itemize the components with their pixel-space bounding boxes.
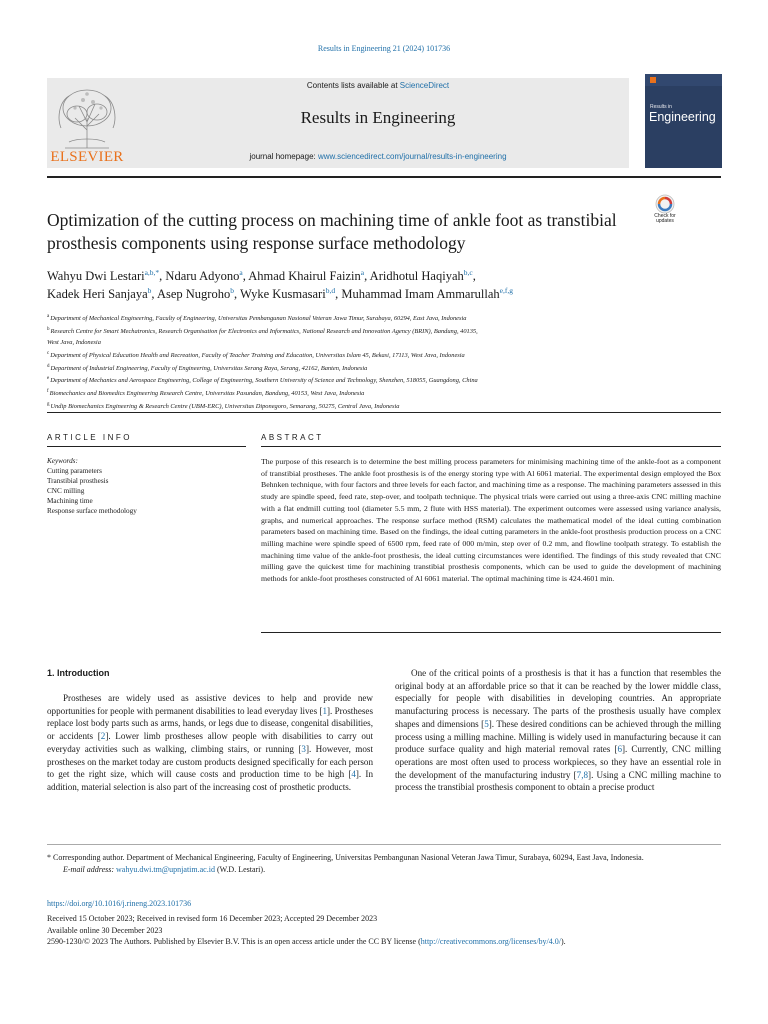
author-name[interactable]: Ahmad Khairul Faizin	[248, 269, 361, 283]
affiliation-text: Department of Mechanics and Aerospace Engineering, College of Engineering, Southern University of Science and Technology, Shenzhen, 518055, Guangdong, China	[50, 377, 478, 385]
author-affiliation-marker[interactable]: b	[230, 285, 234, 295]
introduction-heading: 1. Introduction	[47, 668, 110, 678]
elsevier-wordmark: ELSEVIER	[50, 149, 124, 165]
body-text: ]. These desired conditions can be achieved through the milling process using a milling machine. Milling is widely used in manufacturing because it can produce surface quality and high material removal rates [	[395, 718, 721, 755]
abstract-text: The purpose of this research is to determine the best milling process parameters for minimising machining time of the ankle-foot as a component of transtibial prostheses. The ankle foot prosthesis is of the energy storing type with Al 6061 material. The experimental design employed the Box Behnken technique, with four factors and three levels for each factor, and machining time as a response. The machining parameters assessed in this study are spindle speed, feed rate, step-over, and toolpath technique. The physical trials were carried out using a three-axis CNC milling machine with a flat endmill cutting tool (diameter 5.5 mm, 2 flute with HSS material). The experiment outcomes were assessed using variance analysis, graphs, and numerical approaches. The response surface method (RSM) calculates the mathematical model of the ideal cutting combination parameters based on machining time. Based on the findings, the ideal cutting parameters in the ankle-foot prosthesis production process on a CNC milling machine were spindle speed of 6500 rpm, feed rate of 000 m/min, step over of 0.2 mm, and flowline toolpath strategy. To establish the machining time value of the ankle-foot prosthesis, the ideal cutting circumstances were identified. The findings of this study revealed that CNC milling gave the quickest time for machining transtibial prosthesis components, which can be used to guide the development of machining methods for ankle-foot prostheses constructed of Al 6061 material. The optimal machining time is 424.4601 min.	[261, 457, 721, 584]
doi-link[interactable]: https://doi.org/10.1016/j.rineng.2023.101736	[47, 899, 192, 908]
author-name[interactable]: Asep Nugroho	[156, 287, 231, 301]
author-affiliation-marker[interactable]: b,c	[463, 267, 473, 277]
homepage-link[interactable]: www.sciencedirect.com/journal/results-in-engineering	[317, 152, 507, 161]
affiliation-text: West Java, Indonesia	[47, 338, 101, 346]
author-name[interactable]: Wyke Kusmasari	[240, 287, 326, 301]
affiliation-item	[47, 387, 687, 400]
author-affiliation-marker[interactable]: a	[239, 267, 243, 277]
abstract-heading: ABSTRACT	[261, 433, 324, 442]
affiliation-text: Biomechanics and Biomedics Engineering Research Centre, Universitas Pasundan, Bandung, 40153, West Java, Indonesia	[49, 390, 365, 398]
available-online: Available online 30 December 2023	[47, 925, 163, 935]
body-text: ]. Prostheses replace lost body parts such as arms, hands, or legs due to disease, congenital disabilities, or accidents [	[47, 705, 373, 742]
author-list: Wahyu Dwi Lestari$^{a,b,*}$, Ndaru Adyono$^a$, Ahmad Khairul Faizin$^a$, Aridhotul Haqiyah$^{b,c}$, Kadek Heri Sanjaya$^b$, Asep Nugroho$^b$, Wyke Kusmasari$^{b,d}$, Muhammad Imam Ammarullah$^{e,f,g}$	[47, 267, 513, 301]
body-text: One of the critical points of a prosthesis is that it has a function that resembles the original body at an affordable price so that it can be reached by the lower middle class, especially for people with disabilities in developing countries. An appropriate manufacturing process is necessary. The parts of the prosthesis usually have complex shapes and dimensions [	[395, 668, 721, 729]
body-text: ]. In addition, material selection is also part of the increasing cost of prosthetic products.	[47, 769, 373, 792]
author-affiliation-marker[interactable]: e,f,g	[499, 285, 513, 295]
section-divider	[47, 412, 721, 413]
affiliation-text: Department of Physical Education Health and Recreation, Faculty of Teacher Training and Education, Universitas Islam 45, Bekasi, 17113, West Java, Indonesia	[50, 351, 465, 359]
body-text: ]. However, most prostheses on the market today are custom products designed specifically for each person to get the right size, which will cause costs and production time to be high [	[47, 743, 373, 780]
keyword-list	[47, 466, 246, 516]
keyword-item: Response surface methodology	[47, 507, 137, 515]
affiliation-label: a	[47, 314, 50, 319]
license-suffix: ).	[561, 937, 566, 946]
email-label: E-mail address:	[63, 864, 115, 874]
affiliation-label: b	[47, 326, 50, 332]
affiliation-item	[47, 325, 687, 338]
author-name[interactable]: Muhammad Imam Ammarullah	[341, 287, 500, 301]
email-link[interactable]: wahyu.dwi.tm@upnjatim.ac.id	[116, 864, 215, 874]
reference-link[interactable]: 3	[301, 743, 306, 754]
article-title: Optimization of the cutting process on machining time of ankle foot as transtibial prosthesis components using response surface methodology	[47, 210, 617, 253]
affiliation-text: Department of Mechanical Engineering, Faculty of Engineering, Universitas Pembangunan Nasional Veteran Jawa Timur, Surabaya, 60294, East Java, Indonesia	[50, 315, 467, 323]
reference-link[interactable]: 1	[322, 705, 327, 716]
email-line	[47, 864, 721, 876]
email-suffix: (W.D. Lestari).	[216, 864, 266, 874]
cover-engineering: Engineering	[649, 110, 716, 124]
license-prefix: 2590-1230/© 2023 The Authors. Published by Elsevier B.V. This is an open access article under the CC BY license (	[47, 937, 421, 946]
reference-link[interactable]: 6	[617, 744, 622, 755]
author-name[interactable]: Wahyu Dwi Lestari	[47, 269, 145, 283]
introduction-column-right	[395, 667, 721, 794]
keyword-item: Machining time	[47, 497, 93, 505]
reference-link[interactable]: 2	[100, 731, 106, 742]
sciencedirect-link[interactable]: ScienceDirect	[399, 81, 450, 90]
affiliation-item	[47, 362, 687, 375]
journal-homepage-line	[127, 152, 629, 161]
affiliation-label: g	[47, 402, 50, 408]
keywords-block	[47, 456, 246, 516]
affiliation-text: Research Centre for Smart Mechatronics, Research Organisation for Electronics and Informatics, National Research and Innovation Agency (BRIN), Bandung, 40135,	[50, 328, 478, 336]
contents-available-line	[127, 81, 629, 90]
abstract-bottom-rule	[261, 632, 721, 633]
author-name[interactable]: Ndaru Adyono	[165, 269, 240, 283]
license-line	[47, 936, 721, 948]
body-text: ]. Lower limb prostheses allow people with disabilities to carry out everyday activities such as walking, climbing stairs, or running [	[47, 731, 373, 754]
abstract-rule	[261, 446, 721, 447]
homepage-label: journal homepage:	[249, 152, 316, 161]
author-name[interactable]: Kadek Heri Sanjaya	[47, 287, 148, 301]
license-link[interactable]: http://creativecommons.org/licenses/by/4.0/	[420, 937, 562, 946]
journal-cover-image	[645, 74, 722, 168]
journal-title: Results in Engineering	[300, 108, 456, 127]
keyword-item: Cutting parameters	[47, 467, 102, 475]
affiliation-label: f	[47, 389, 49, 395]
affiliation-item	[47, 312, 687, 325]
body-text: Prostheses are widely used as assistive devices to help and provide new opportunities for people with permanent disabilities to lead everyday lives [	[47, 693, 373, 716]
corresponding-text: * Corresponding author. Department of Mechanical Engineering, Faculty of Engineering, Universitas Pembangunan Nasional Veteran Jawa Timur, Surabaya, 60294, East Java, Indonesia.	[47, 853, 644, 862]
corresponding-author-footnote	[47, 852, 721, 875]
reference-link[interactable]: 7,8	[576, 769, 589, 780]
header-divider	[47, 176, 721, 178]
cover-logo-icon	[645, 74, 722, 104]
body-text: ]. Currently, CNC milling operations are most often used to process workpieces, so they have an essential role in the development of the manufacturing industry [	[395, 744, 721, 780]
author-affiliation-marker[interactable]: b,d	[325, 285, 336, 295]
footnote-divider	[47, 844, 721, 845]
author-affiliation-marker[interactable]: a,b,*	[144, 267, 160, 277]
affiliation-label: e	[47, 376, 50, 382]
article-history	[47, 913, 721, 948]
affiliation-item	[47, 349, 687, 362]
affiliation-label: c	[47, 350, 50, 356]
check-for-updates-label[interactable]: Check for updates	[654, 213, 676, 224]
received-dates: Received 15 October 2023; Received in revised form 16 December 2023; Accepted 29 December 2023	[47, 914, 378, 923]
affiliation-item	[47, 374, 687, 387]
cover-results-in: Results in	[650, 104, 672, 110]
affiliation-item	[47, 338, 687, 349]
author-name[interactable]: Aridhotul Haqiyah	[369, 269, 464, 283]
affiliation-label: d	[47, 363, 50, 369]
reference-link[interactable]: 5	[484, 718, 489, 729]
keywords-label: Keywords:	[47, 457, 78, 465]
keyword-item: Transtibial prosthesis	[47, 477, 109, 485]
article-info-rule	[47, 446, 246, 447]
journal-citation-link[interactable]: Results in Engineering 21 (2024) 101736	[317, 44, 451, 53]
author-affiliation-marker[interactable]: a	[360, 267, 365, 277]
keyword-item: CNC milling	[47, 487, 85, 495]
affiliations	[47, 312, 687, 413]
check-for-updates-icon[interactable]	[645, 191, 685, 231]
body-text: ]. Using a CNC milling machine to process the transtibial prosthesis component to obtain a precise product	[395, 769, 721, 793]
affiliation-text: Department of Industrial Engineering, Faculty of Engineering, Universitas Serang Raya, Serang, 42162, Banten, Indonesia	[50, 364, 368, 372]
author-affiliation-marker[interactable]: b	[147, 285, 152, 295]
article-info-heading: ARTICLE INFO	[47, 433, 132, 442]
contents-prefix: Contents lists available at	[306, 81, 398, 90]
introduction-column-left	[47, 692, 373, 794]
affiliation-text: Undip Biomechanics Engineering & Research Centre (UBM-ERC), Universitas Diponegoro, Semarang, 50275, Central Java, Indonesia	[50, 403, 400, 411]
reference-link[interactable]: 4	[351, 769, 356, 780]
